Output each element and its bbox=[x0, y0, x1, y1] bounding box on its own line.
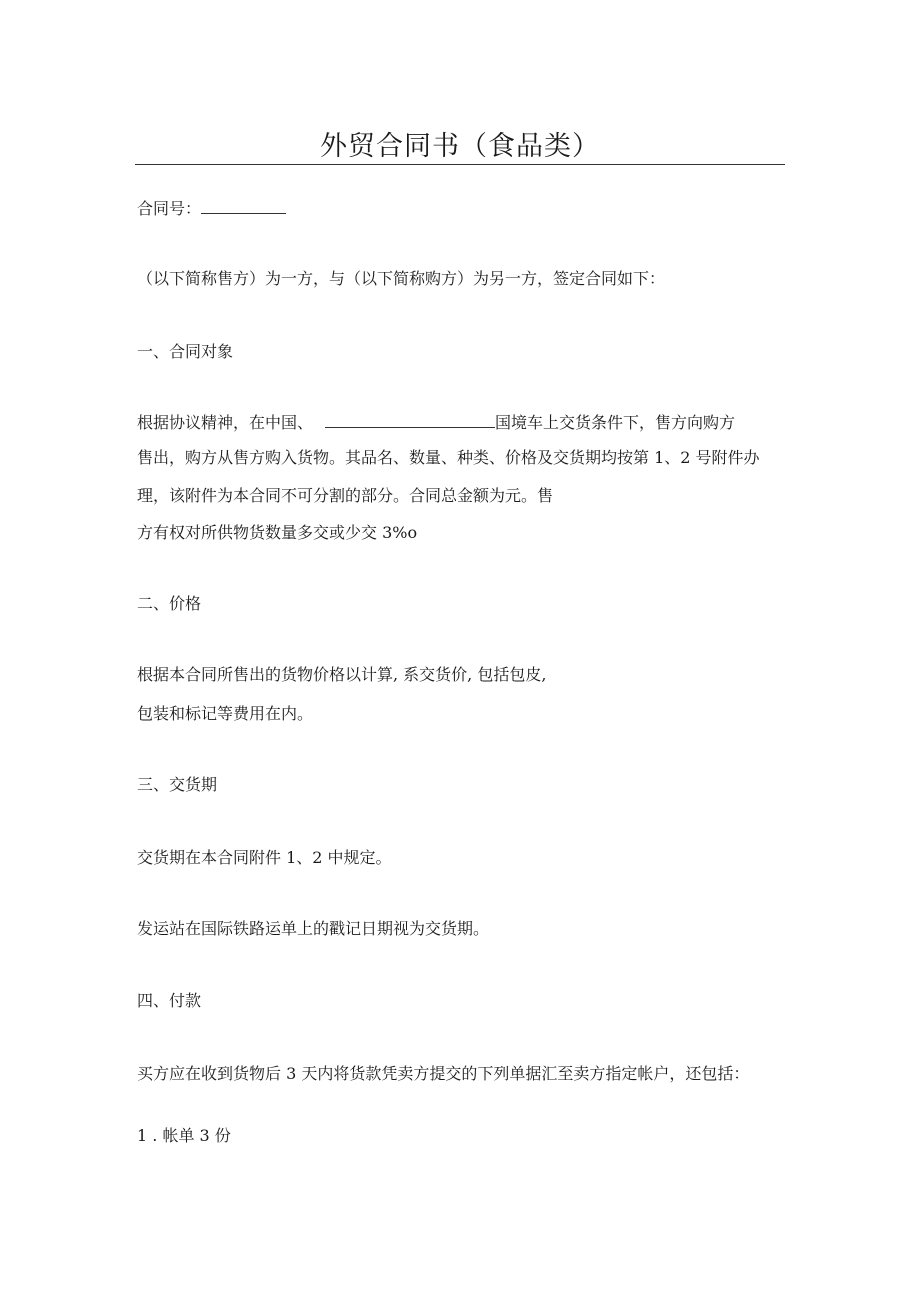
delivery-paragraph-2: 发运站在国际铁路运单上的戳记日期视为交货期。 bbox=[137, 919, 490, 938]
contract-number-blank bbox=[201, 197, 286, 214]
object-paragraph-line-2: 售出，购方从售方购入货物。其品名、数量、种类、价格及交货期均按第 1、2 号附件办 bbox=[137, 448, 760, 467]
intro-paragraph: （以下简称售方）为一方，与（以下简称购方）为另一方，签定合同如下： bbox=[137, 269, 666, 288]
price-paragraph-line-1: 根据本合同所售出的货物价格以计算, 系交货价, 包括包皮, bbox=[137, 665, 547, 684]
contract-number-line bbox=[137, 197, 286, 220]
object-paragraph-line-1 bbox=[137, 411, 735, 434]
section-heading-object: 一、合同对象 bbox=[137, 342, 234, 361]
object-paragraph-line-3: 理，该附件为本合同不可分割的部分。合同总金额为元。售 bbox=[137, 486, 554, 505]
object-paragraph-line-4: 方有权对所供物货数量多交或少交 3%o bbox=[137, 523, 418, 542]
section-heading-price: 二、价格 bbox=[137, 594, 202, 613]
payment-paragraph: 买方应在收到货物后 3 天内将货款凭卖方提交的下列单据汇至卖方指定帐户，还包括： bbox=[137, 1064, 750, 1083]
object-text-after-blank: 国境车上交货条件下，售方向购方 bbox=[495, 413, 736, 432]
delivery-paragraph-1: 交货期在本合同附件 1、2 中规定。 bbox=[137, 848, 392, 867]
title-divider bbox=[135, 164, 785, 165]
contract-number-label: 合同号： bbox=[137, 199, 202, 218]
border-station-blank bbox=[325, 411, 495, 428]
section-heading-payment: 四、付款 bbox=[137, 991, 202, 1010]
payment-list-item-1: 1 . 帐单 3 份 bbox=[137, 1126, 231, 1145]
section-heading-delivery: 三、交货期 bbox=[137, 775, 218, 794]
object-text-before-blank: 根据协议精神，在中国、 bbox=[137, 413, 314, 432]
price-paragraph-line-2: 包装和标记等费用在内。 bbox=[137, 704, 314, 723]
document-title: 外贸合同书（食品类） bbox=[320, 131, 600, 162]
